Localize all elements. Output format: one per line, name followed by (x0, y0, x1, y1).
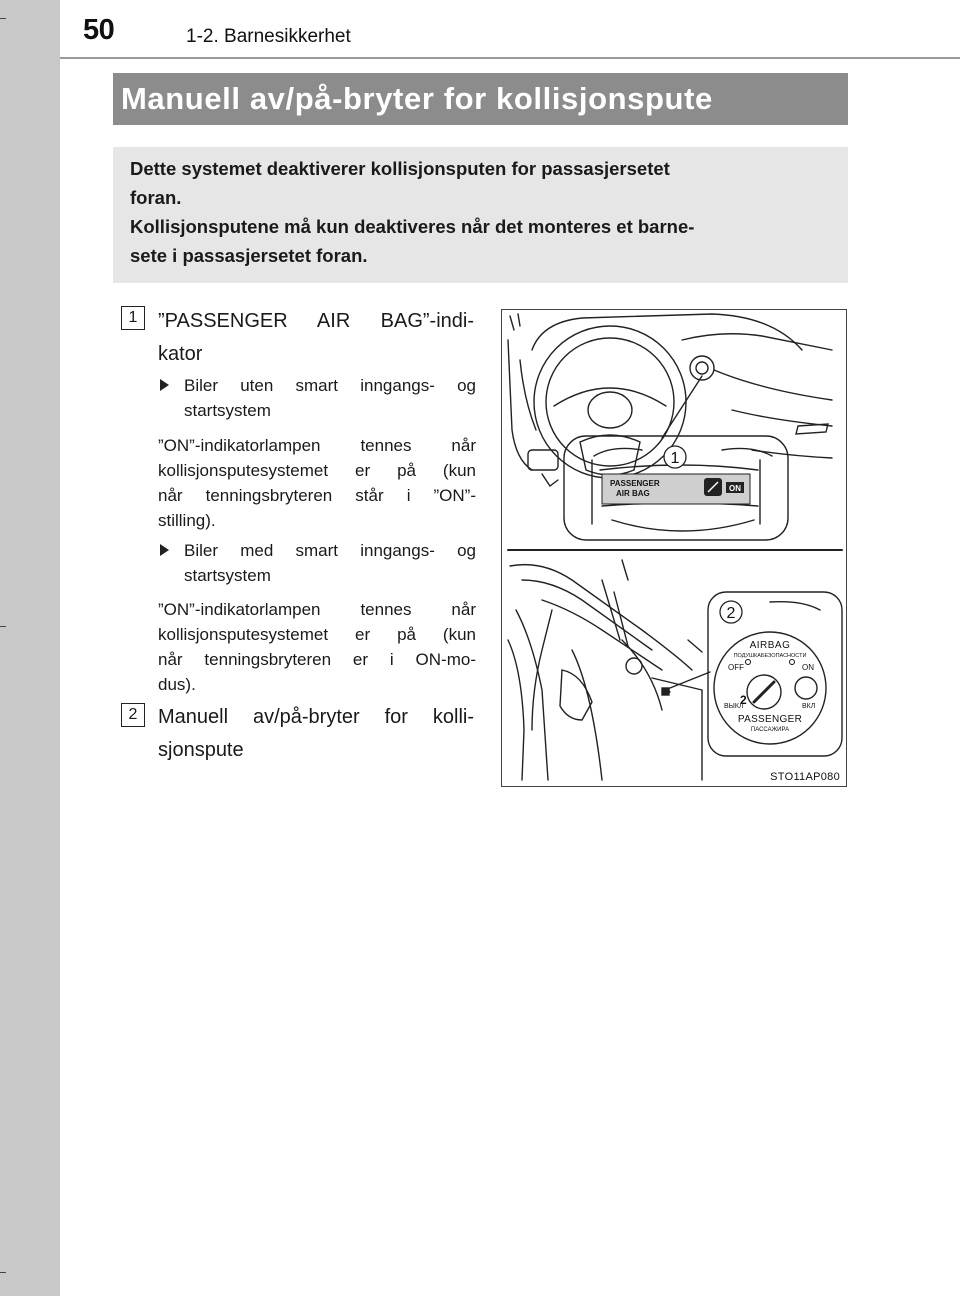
indicator-label-1: PASSENGER (610, 479, 660, 488)
page-number: 50 (83, 14, 115, 46)
subsection-1-bullet (160, 373, 476, 423)
bullet-line: Biler uten smart inngangs- og (184, 376, 476, 395)
switch-passenger-label: PASSENGER (737, 714, 803, 725)
side-strip (0, 0, 60, 1296)
switch-airbag-label: AIRBAG (749, 640, 791, 651)
item-1-title-line: ”PASSENGER AIR BAG”-indi- (158, 310, 474, 332)
subsection-1-body (158, 433, 476, 533)
switch-seat-number: 2 (740, 693, 747, 707)
switch-on-label: ON (802, 663, 814, 672)
switch-airbag-label-ru: ПОДУШКАБЕЗОПАСНОСТИ (733, 653, 807, 659)
item-2-title-line: Manuell av/på-bryter for kolli- (158, 706, 474, 728)
switch-on-label-ru: ВКЛ (802, 703, 816, 710)
subsection-2-bullet (160, 538, 476, 588)
body-line: når tenningsbryteren er i ON-mo- (158, 650, 476, 669)
section-header: 1-2. Barnesikkerhet (186, 26, 351, 47)
bullet-line: startsystem (184, 401, 271, 420)
side-mark (0, 18, 6, 19)
item-number-1: 1 (121, 306, 145, 330)
indicator-label-2: AIR BAG (616, 489, 650, 498)
figure-callout-1: 1 (670, 450, 680, 467)
bullet-line: startsystem (184, 566, 271, 585)
body-line: stilling). (158, 511, 216, 530)
body-line: ”ON”-indikatorlampen tennes når (158, 600, 476, 619)
subsection-2-body (158, 597, 476, 697)
triangle-bullet-icon (160, 544, 169, 556)
body-line: kollisjonsputesystemet er på (kun (158, 461, 476, 480)
item-2-title (158, 701, 474, 767)
intro-box (113, 147, 848, 283)
switch-passenger-label-ru: ПАССАЖИРА (750, 727, 790, 733)
intro-line: Kollisjonsputene må kun deaktiveres når det monteres et barne- (130, 216, 695, 237)
item-1-title (158, 305, 474, 371)
page-title: Manuell av/på-bryter for kollisjonspute (121, 81, 713, 116)
intro-line: foran. (130, 187, 182, 208)
header-divider (60, 57, 960, 59)
body-line: ”ON”-indikatorlampen tennes når (158, 436, 476, 455)
figure-illustration (502, 310, 846, 786)
switch-off-label-ru: ВЫКЛ (724, 703, 744, 710)
triangle-bullet-icon (160, 379, 169, 391)
item-2-title-line: sjonspute (158, 739, 244, 761)
side-mark (0, 1272, 6, 1273)
body-line: kollisjonsputesystemet er på (kun (158, 625, 476, 644)
airbag-figure (501, 309, 847, 787)
figure-callout-2: 2 (726, 605, 736, 622)
indicator-on-label: ON (729, 484, 741, 493)
bullet-line: Biler med smart inngangs- og (184, 541, 476, 560)
body-line: når tenningsbryteren står i ”ON”- (158, 486, 476, 505)
item-1-title-line: kator (158, 343, 203, 365)
figure-code: STO11AP080 (770, 771, 840, 783)
title-banner (113, 73, 848, 125)
item-number-2: 2 (121, 703, 145, 727)
side-mark (0, 626, 6, 627)
body-line: dus). (158, 675, 196, 694)
intro-line: Dette systemet deaktiverer kollisjonsputen for passasjersetet (130, 158, 670, 179)
intro-line: sete i passasjersetet foran. (130, 245, 368, 266)
switch-off-label: OFF (728, 663, 744, 672)
